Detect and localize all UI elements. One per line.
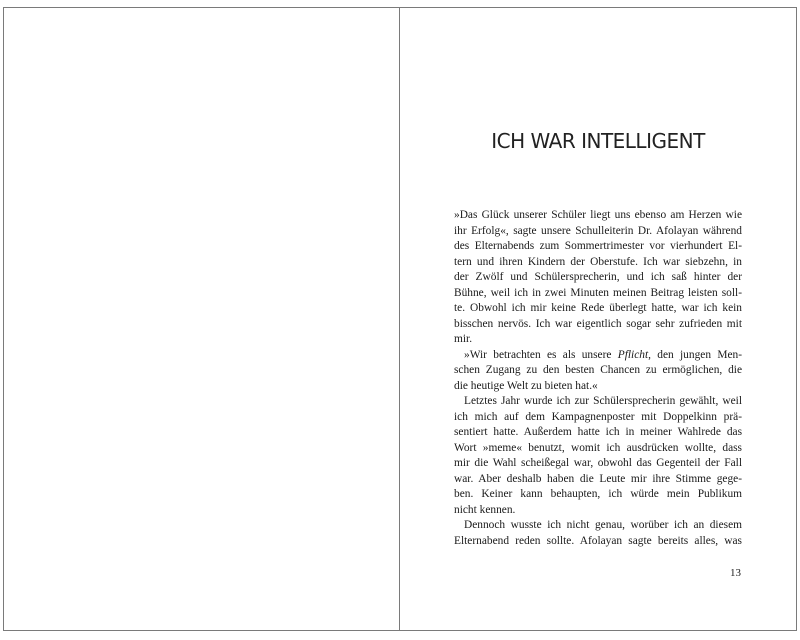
text-line: te. Obwohl ich mir keine Rede überlegt hatte, war ich kein bbox=[454, 302, 742, 314]
text-line: war. Aber deshalb haben die Leute mir ihre Stimme gege- bbox=[454, 472, 742, 485]
text-line: ihr Erfolg«, sagte unsere Schulleiterin Dr. Afolayan während bbox=[454, 224, 742, 237]
page-number: 13 bbox=[730, 567, 741, 579]
text-line: Elternabend reden sollte. Afolayan sagte bereits alles, was bbox=[454, 534, 742, 547]
text-line: bisschen nervös. Ich war eigentlich sogar sehr zufrieden mit bbox=[454, 317, 742, 330]
text-line: Wort »meme« benutzt, womit ich ausdrücken wollte, dass bbox=[454, 441, 742, 454]
emphasis-word: Pflicht bbox=[617, 348, 649, 361]
text-line: die heutige Welt zu bieten hat.« bbox=[454, 379, 598, 392]
text-segment: , den jungen Men- bbox=[648, 348, 742, 361]
left-page bbox=[3, 7, 401, 631]
text-line: sentiert hatte. Außerdem hatte ich in meiner Wahlrede das bbox=[454, 426, 742, 438]
text-line: »Das Glück unserer Schüler liegt uns ebenso am Herzen wie bbox=[454, 209, 742, 221]
text-line: mir die Wahl scheißegal war, obwohl das Gegenteil der Fall bbox=[454, 457, 742, 469]
text-line: Letztes Jahr wurde ich zur Schülersprecherin gewählt, weil bbox=[464, 395, 742, 407]
text-line: Dennoch wusste ich nicht genau, worüber ich an diesem bbox=[464, 519, 742, 531]
text-line: nicht kennen. bbox=[454, 503, 516, 516]
text-segment: »Wir betrachten es als unsere bbox=[464, 348, 618, 361]
text-line: Bühne, weil ich in zwei Minuten meinen Beitrag leisten soll- bbox=[454, 286, 742, 299]
right-page bbox=[399, 7, 797, 631]
text-line: mir. bbox=[454, 333, 473, 345]
text-line bbox=[454, 348, 742, 364]
text-line: schen Zugang zu den besten Chancen zu ermöglichen, die bbox=[454, 364, 742, 376]
text-line: ich mich auf dem Kampagnenposter mit Doppelkinn prä- bbox=[454, 410, 742, 423]
text-line: ben. Keiner kann behaupten, ich würde mein Publikum bbox=[454, 488, 742, 500]
chapter-title: ICH WAR INTELLIGENT bbox=[491, 129, 705, 153]
body-text bbox=[454, 208, 742, 549]
text-line: des Elternabends zum Sommertrimester vor vierhundert El- bbox=[454, 240, 742, 252]
text-line: der Zwölf und Schülersprecherin, und ich saß hinter der bbox=[454, 271, 742, 283]
text-line: tern und ihren Kindern der Oberstufe. Ich war siebzehn, in bbox=[454, 255, 742, 268]
